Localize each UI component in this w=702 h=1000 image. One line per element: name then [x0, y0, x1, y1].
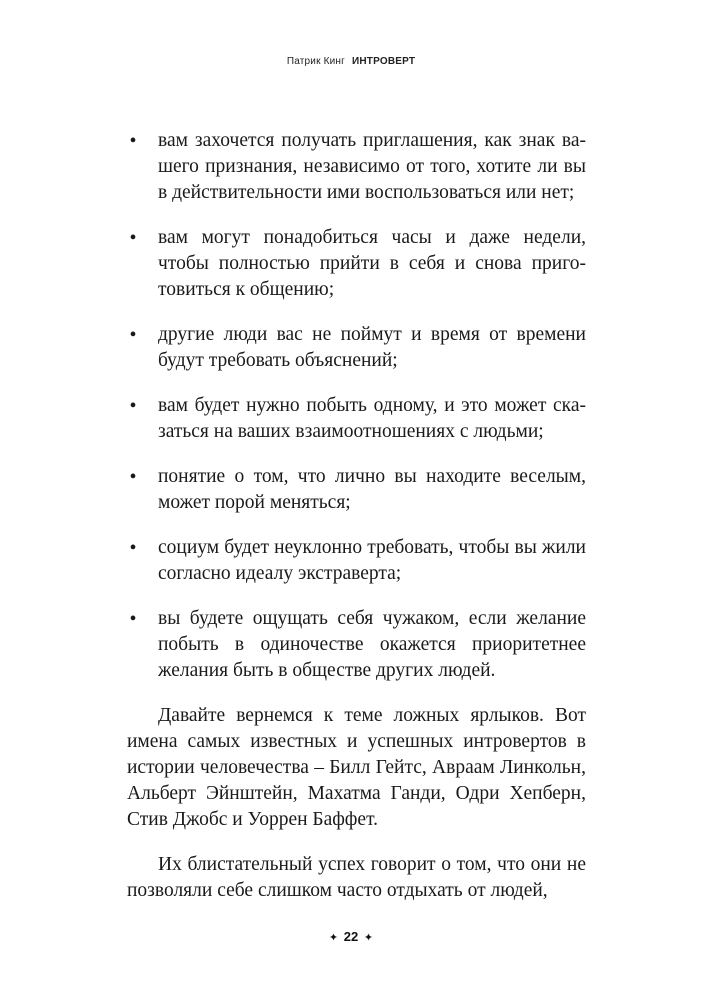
list-item-text: другие люди вас не поймут и время от времени будут требовать объяснений;: [158, 324, 586, 371]
body-paragraph: Давайте вернемся к теме ложных ярлыков. Вот имена самых известных и успешных интровертов в истории человечества – Билл Гейтс, Авраам Линкольн, Альберт Эйнштейн, Махатма Ганди, Одри Хепберн, Стив Джобс и Уоррен Баффет.: [127, 705, 586, 830]
author-name: Патрик Кинг: [286, 56, 346, 67]
list-item-text: вы будете ощущать себя чужаком, если желание побыть в одиночестве окажется приоритетнее желания быть в обществе других людей.: [158, 608, 586, 681]
page-body: [127, 128, 586, 923]
page-number-value: 22: [343, 929, 359, 944]
list-item: [127, 322, 586, 374]
book-title: ИНТРОВЕРТ: [352, 56, 416, 67]
list-item: [127, 128, 586, 206]
list-item-text: социум будет неуклонно требовать, чтобы вы жили согласно идеалу экстраверта;: [158, 537, 586, 584]
ornament-star-icon: ✦: [328, 932, 339, 944]
list-item-text: вам захочется получать приглашения, как знак вашего признания, независимо от того, хотите ли вы в действительности ими воспользоваться или нет;: [158, 130, 586, 203]
bullet-icon: •: [129, 395, 137, 417]
list-item: [127, 464, 586, 516]
bullet-icon: •: [129, 466, 137, 488]
bullet-icon: •: [129, 324, 137, 346]
ornament-star-icon: ✦: [363, 932, 374, 944]
list-item-text: вам будет нужно побыть одному, и это может сказаться на ваших взаимоотношениях с людьми;: [158, 395, 586, 442]
list-item: [127, 535, 586, 587]
bullet-icon: •: [129, 608, 137, 630]
body-paragraph: Их блистательный успех говорит о том, что они не позволяли себе слишком часто отдыхать от людей,: [127, 854, 586, 901]
bullet-icon: •: [129, 227, 137, 249]
list-item: [127, 393, 586, 445]
page-number: [0, 929, 702, 944]
bullet-icon: •: [129, 537, 137, 559]
bullet-icon: •: [129, 130, 137, 152]
list-item-text: вам могут понадобиться часы и даже недели, чтобы полностью прийти в себя и снова приготовиться к общению;: [158, 227, 586, 300]
list-item: [127, 606, 586, 684]
running-head: [0, 56, 702, 67]
list-item: [127, 225, 586, 303]
bullet-list: [127, 128, 586, 684]
list-item-text: понятие о том, что лично вы находите веселым, может порой меняться;: [158, 466, 586, 513]
